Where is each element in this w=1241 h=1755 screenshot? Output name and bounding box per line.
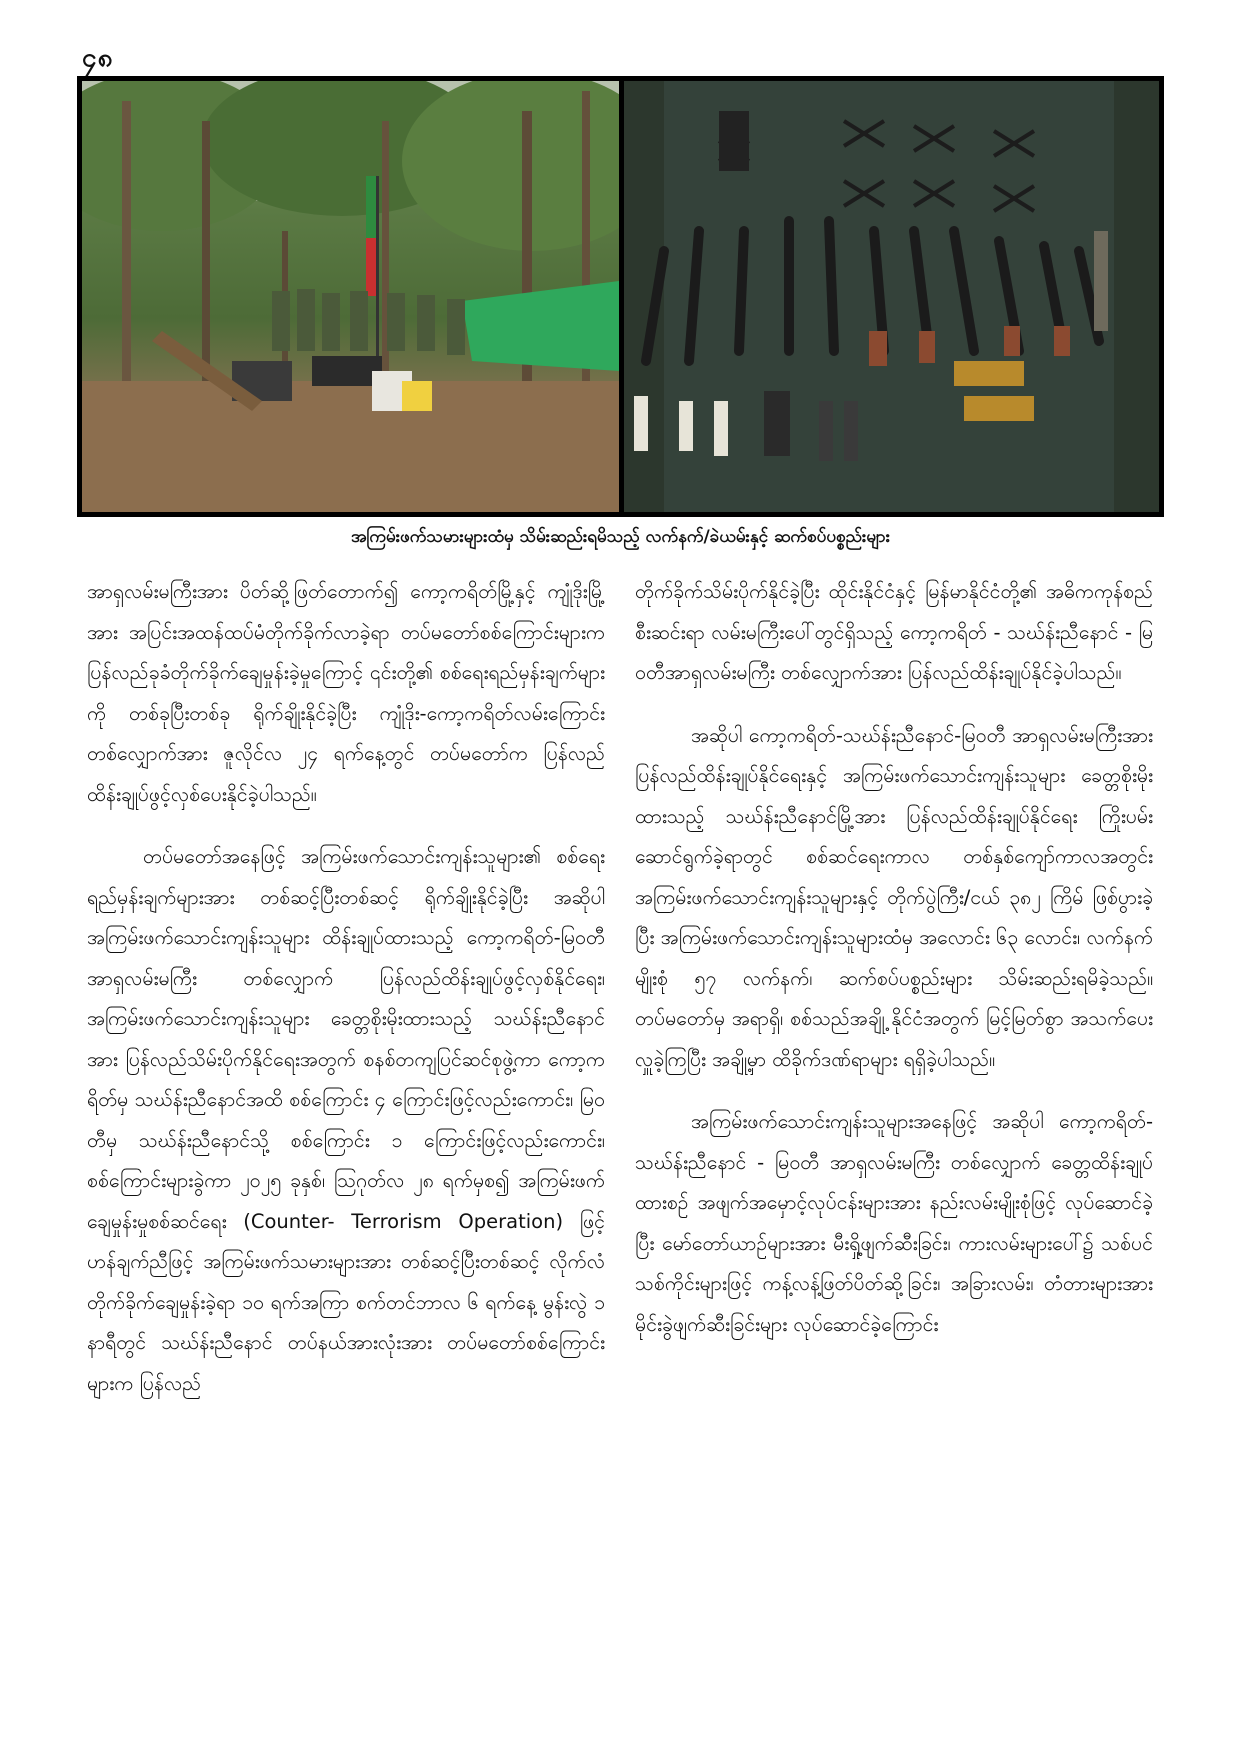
paragraph: တပ်မတော်အနေဖြင့် အကြမ်းဖက်သောင်းကျန်းသူများ၏ စစ်ရေးရည်မှန်းချက်များအား တစ်ဆင့်ပြီးတစ်ဆင့် ရိုက်ချိုးနိုင်ခဲ့ပြီး အဆိုပါအကြမ်းဖက်သောင်းကျန်းသူများ ထိန်းချုပ်ထားသည့် ကော့ကရိတ်-မြဝတီ အာရှလမ်းမကြီး တစ်လျှောက် ပြန်လည်ထိန်းချုပ်ဖွင့်လှစ်နိုင်ရေး၊ အကြမ်းဖက်သောင်းကျန်းသူများ ခေတ္တစိုးမိုးထားသည့် သဃ်န်းညီနောင်အား ပြန်လည်သိမ်းပိုက်နိုင်ရေးအတွက် စနစ်တကျပြင်ဆင်စုဖွဲ့ကာ ကော့ကရိတ်မှ သဃ်န်းညီနောင်အထိ စစ်ကြောင်း ၄ ကြောင်းဖြင့်လည်းကောင်း၊ မြဝတီမှ သဃ်န်းညီနောင်သို့ စစ်ကြောင်း ၁ ကြောင်းဖြင့်လည်းကောင်း၊ စစ်ကြောင်းများခွဲကာ ၂၀၂၅ ခုနှစ်၊ ဩဂုတ်လ ၂၈ ရက်မှစ၍ အကြမ်းဖက်ချေမှုန်းမှုစစ်ဆင်ရေး (Counter- Terrorism Operation) ဖြင့် ဟန်ချက်ညီဖြင့် အကြမ်းဖက်သမားများအား တစ်ဆင့်ပြီးတစ်ဆင့် လိုက်လံတိုက်ခိုက်ချေမှုန်းခဲ့ရာ ၁၀ ရက်အကြာ စက်တင်ဘာလ ၆ ရက်နေ့ မွန်းလွဲ ၁ နာရီတွင် သဃ်န်းညီနောင် တပ်နယ်အားလုံးအား တပ်မတော်စစ်ကြောင်းများက ပြန်လည်: [87, 845, 605, 1395]
photo-soldiers-forest: [82, 81, 619, 512]
photo-caption: အကြမ်းဖက်သမားများထံမှ သိမ်းဆည်းရမိသည့် လက်နက်/ခဲယမ်းနှင့် ဆက်စပ်ပစ္စည်းများ: [350, 527, 891, 547]
paragraph: အကြမ်းဖက်သောင်းကျန်းသူများအနေဖြင့် အဆိုပါ ကော့ကရိတ်- သဃ်န်းညီနောင် - မြဝတီ အာရှလမ်းမကြီး တစ်လျှောက် ခေတ္တထိန်းချုပ်ထားစဉ် အဖျက်အမှောင့်လုပ်ငန်းများအား နည်းလမ်းမျိုးစုံဖြင့် လုပ်ဆောင်ခဲ့ပြီး မော်တော်ယာဉ်များအား မီးရှို့ဖျက်ဆီးခြင်း၊ ကားလမ်းများပေါ်၌ သစ်ပင်သစ်ကိုင်းများဖြင့် ကန့်လန့်ဖြတ်ပိတ်ဆို့ခြင်း၊ အခြားလမ်း၊ တံတားများအား မိုင်းခွဲဖျက်ဆီးခြင်းများ လုပ်ဆောင်ခဲ့ကြောင်း: [635, 1110, 1153, 1336]
weapons-display-illustration: [624, 81, 1159, 512]
paragraph: တိုက်ခိုက်သိမ်းပိုက်နိုင်ခဲ့ပြီး ထိုင်းနိုင်ငံနှင့် မြန်မာနိုင်ငံတို့၏ အဓိကကုန်စည်စီးဆင်းရာ လမ်းမကြီးပေါ်တွင်ရှိသည့် ကော့ကရိတ် - သဃ်န်းညီနောင် - မြဝတီအာရှလမ်းမကြီး တစ်လျှောက်အား ပြန်လည်ထိန်းချုပ်နိုင်ခဲ့ပါသည်။: [635, 580, 1153, 684]
text-column-right: [635, 572, 1153, 1367]
page-number: ၄၈: [82, 43, 114, 73]
photo-seized-weapons: [624, 81, 1159, 512]
forest-scene-illustration: [82, 81, 619, 512]
paragraph: အာရှလမ်းမကြီးအား ပိတ်ဆို့ဖြတ်တောက်၍ ကော့ကရိတ်မြို့နှင့် ကျုံဒိုးမြို့အား အပြင်းအထန်ထပ်မံတိုက်ခိုက်လာခဲ့ရာ တပ်မတော်စစ်ကြောင်းများက ပြန်လည်ခုခံတိုက်ခိုက်ချေမှုန်းခဲ့မှုကြောင့် ၎င်းတို့၏ စစ်ရေးရည်မှန်းချက်များကို တစ်ခုပြီးတစ်ခု ရိုက်ချိုးနိုင်ခဲ့ပြီး ကျုံဒိုး-ကော့ကရိတ်လမ်းကြောင်း တစ်လျှောက်အား ဇူလိုင်လ ၂၄ ရက်နေ့တွင် တပ်မတော်က ပြန်လည်ထိန်းချုပ်ဖွင့်လှစ်ပေးနိုင်ခဲ့ပါသည်။: [87, 580, 605, 806]
photo-frame: [77, 76, 1164, 517]
text-column-left: [87, 572, 605, 1426]
paragraph: အဆိုပါ ကော့ကရိတ်-သဃ်န်းညီနောင်-မြဝတီ အာရှလမ်းမကြီးအား ပြန်လည်ထိန်းချုပ်နိုင်ရေးနှင့် အကြမ်းဖက်သောင်းကျန်းသူများ ခေတ္တစိုးမိုးထားသည့် သဃ်န်းညီနောင်မြို့အား ပြန်လည်ထိန်းချုပ်နိုင်ရေး ကြိုးပမ်းဆောင်ရွက်ခဲ့ရာတွင် စစ်ဆင်ရေးကာလ တစ်နှစ်ကျော်ကာလအတွင်း အကြမ်းဖက်သောင်းကျန်းသူများနှင့် တိုက်ပွဲကြီး/ငယ် ၃၈၂ ကြိမ် ဖြစ်ပွားခဲ့ပြီး အကြမ်းဖက်သောင်းကျန်းသူများထံမှ အလောင်း ၆၃ လောင်း၊ လက်နက်မျိုးစုံ ၅၇ လက်နက်၊ ဆက်စပ်ပစ္စည်းများ သိမ်းဆည်းရမိခဲ့သည်။ တပ်မတော်မှ အရာရှိ၊ စစ်သည်အချို့ နိုင်ငံအတွက် မြင့်မြတ်စွာ အသက်ပေးလှူခဲ့ကြပြီး အချို့မှာ ထိခိုက်ဒဏ်ရာများ ရရှိခဲ့ပါသည်။: [635, 723, 1153, 1071]
